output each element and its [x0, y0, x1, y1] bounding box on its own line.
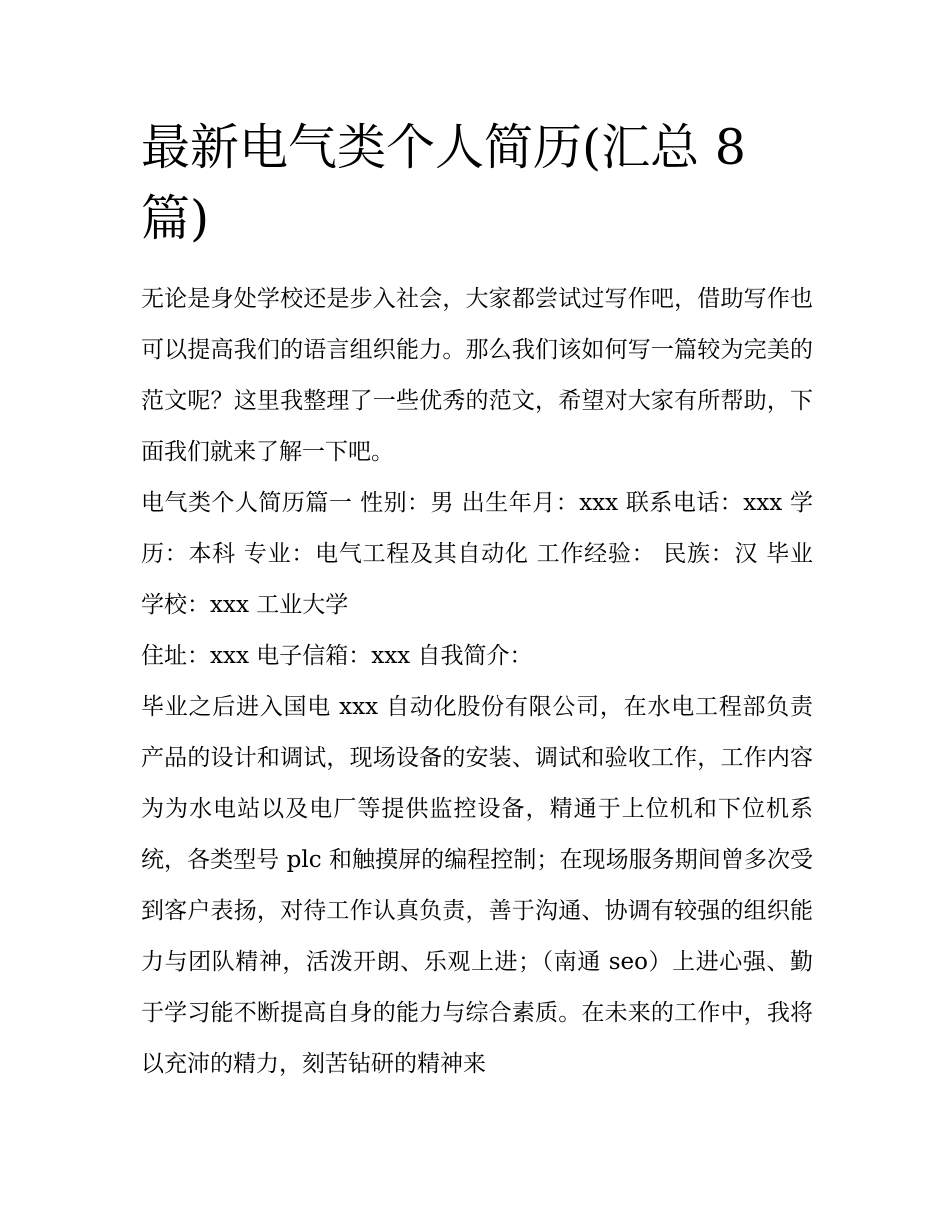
- intro-paragraph: 无论是身处学校还是步入社会，大家都尝试过写作吧，借助写作也可以提高我们的语言组织能力。那么我们该如何写一篇较为完美的范文呢？这里我整理了一些优秀的范文，希望对大家有所帮助，下面我们就来了解一下吧。: [141, 286, 813, 465]
- self-introduction-paragraph: 毕业之后进入国电 xxx 自动化股份有限公司，在水电工程部负责产品的设计和调试，现场设备的安装、调试和验收工作，工作内容为为水电站以及电厂等提供监控设备，精通于上位机和下位机系统，各类型号 plc 和触摸屏的编程控制；在现场服务期间曾多次受到客户表扬，对待工作认真负责，善于沟通、协调有较强的组织能力与团队精神，活泼开朗、乐观上进；（南通 seo）上进心强、勤于学习能不断提高自身的能力与综合素质。在未来的工作中，我将以充沛的精力，刻苦钻研的精神来: [141, 694, 813, 1077]
- resume-basic-info: 电气类个人简历篇一 性别：男 出生年月：xxx 联系电话：xxx 学历：本科 专业：电气工程及其自动化 工作经验： 民族：汉 毕业学校：xxx 工业大学: [141, 490, 813, 618]
- document-body: [141, 112, 813, 1090]
- document-title: 最新电气类个人简历(汇总 8 篇): [141, 119, 746, 247]
- resume-contact-info: 住址：xxx 电子信箱：xxx 自我简介：: [141, 643, 533, 669]
